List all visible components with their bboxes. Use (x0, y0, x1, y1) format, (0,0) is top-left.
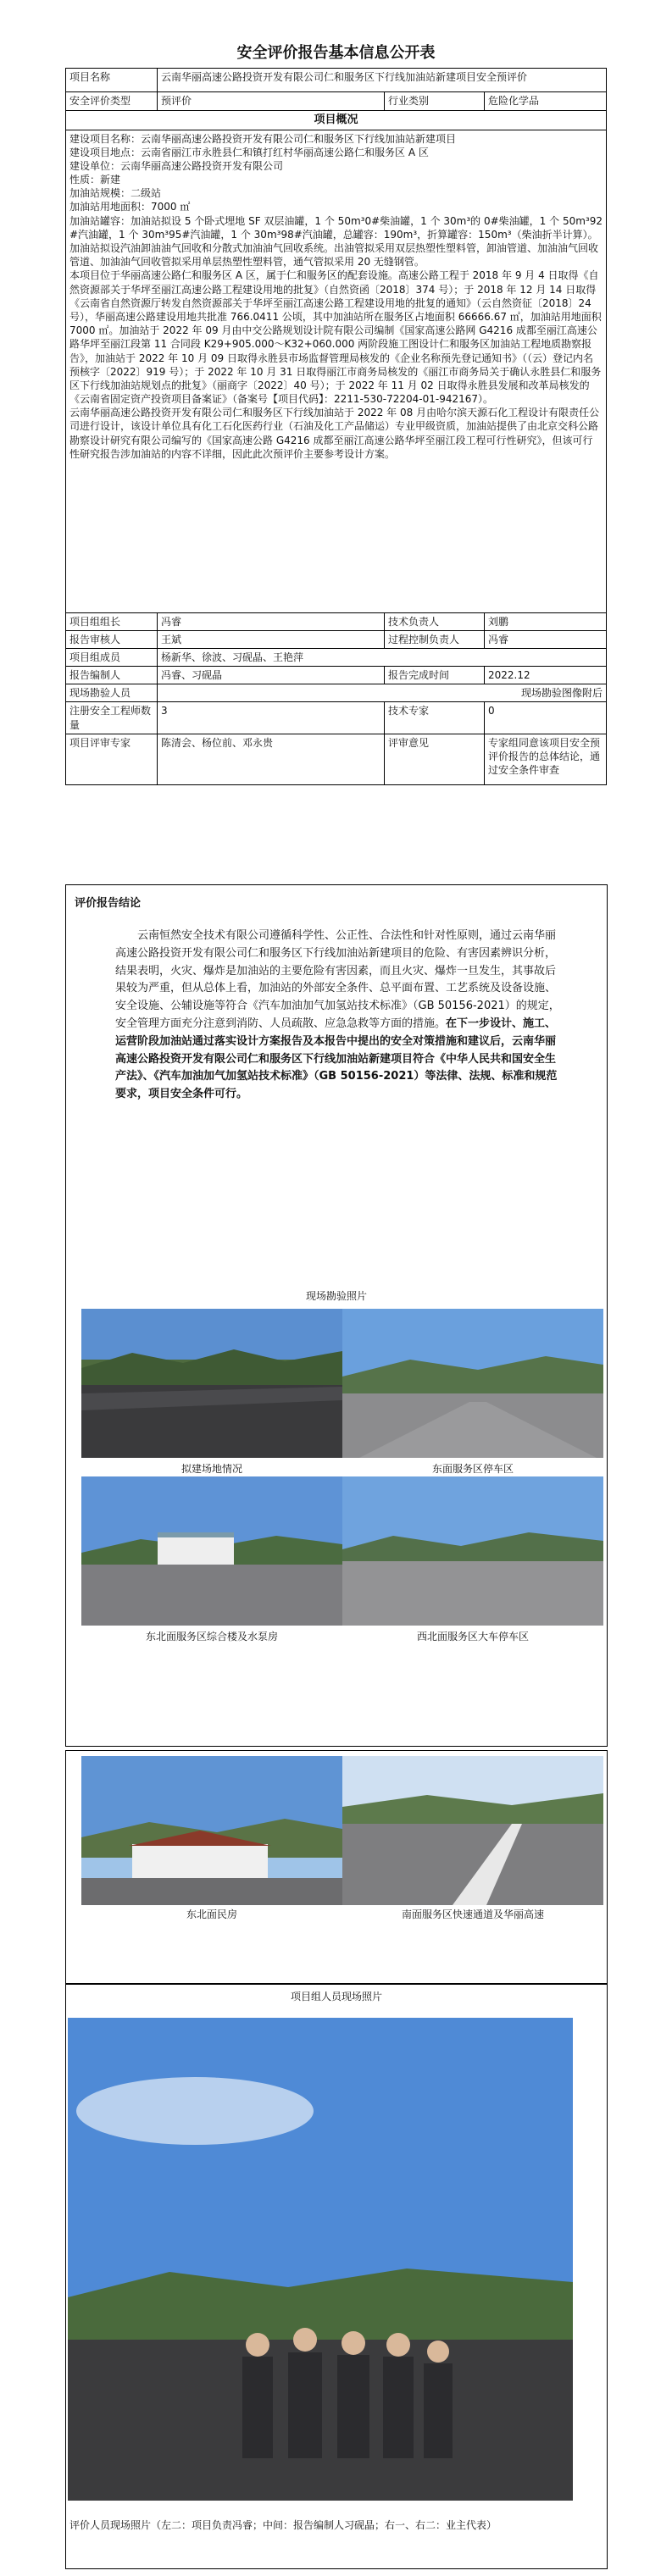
site-photo-1 (81, 1309, 342, 1458)
photo-caption-2: 东面服务区停车区 (431, 1463, 514, 1475)
overview-text: 建设项目名称：云南华丽高速公路投资开发有限公司仁和服务区下行线加油站新建项目 建设项目地点：云南省丽江市永胜县仁和镇打红村华丽高速公路仁和服务区 A 区 建设单位：云南华丽高速公路投资开发有限公司 性质：新建 加油站规模：二级站 加油站用地面积：7000 ㎡ 加油站罐容：加油站拟设 5 个卧式埋地 SF 双层油罐，1 个 50m³0#柴油罐，1 个 30m³的 0#柴油罐，1 个 50m³92#汽油罐，1 个 30m³95#汽油罐，1 个 30m³98#汽油罐，总罐容：190m³，折算罐容：150m³（柴油折半计算）。加油站拟设汽油卸油油气回收和分散式加油油气回收系统。出油管拟采用双层热塑性塑料管，卸油管道、加油油气回收管道、加油油气回收管拟采用单层热塑性塑料管，通气管拟采用 20 无缝钢管。 本项目位于华丽高速公路仁和服务区 A 区，属于仁和服务区的配套设施。高速公路工程于 2018 年 9 月 4 日取得《自然资源部关于华坪至丽江高速公路工程建设用地的批复》（自然资函〔2018〕374 号）；于 2018 年 12 月 14 日取得《云南省自然资源厅转发自然资源部关于华坪至丽江高速公路工程建设用地的批复的通知》（云自然资征〔2018〕24 号），华丽高速公路建设用地共批准 766.0411 公顷，其中加油站所在服务区占地面积 66666.67 ㎡，加油站用地面积 7000 ㎡。加油站于 2022 年 09 月由中交公路规划设计院有限公司编制《国家高速公路网 G4216 成都至丽江高速公路华坪至丽江段第 11 合同段 K29+905.000～K32+060.000 两阶段施工图设计仁和服务区加油站工程地质勘察报告》，加油站于 2022 年 10 月 09 日取得永胜县市场监督管理局核发的《企业名称预先登记通知书》（（云）登记内名预核字〔2022〕919 号）；于 2022 年 10 月 31 日取得丽江市商务局核发的《丽江市商务局关于确认永胜县仁和服务区下行线加油站规划点的批复》（丽商字〔2022〕40 号）；于 2022 年 11 月 02 日取得永胜县发展和改革局核发的《云南省固定资产投资项目备案证》（备案号【项目代码】：2211-530-72204-01-942167）。 云南华丽高速公路投资开发有限公司仁和服务区下行线加油站于 2022 年 08 月由哈尔滨天源石化工程设计有限责任公司进行设计，该设计单位具有化工石化医药行业（石油及化工产品储运）专业甲级资质，加油站提供了由北京交科公路勘察设计研究有限公司编写的《国家高速公路 G4216 成都至丽江高速公路华坪至丽江段工程可行性研究》，但该可行性研究报告涉加油站的内容不详细，因此此次预评价主要参考设计方案。 (66, 130, 607, 612)
photo-caption-5: 东北面民房 (186, 1908, 237, 1920)
project-name-label: 项目名称 (66, 69, 158, 92)
author-value: 冯睿、习砚晶 (158, 667, 385, 684)
industry-label: 行业类别 (385, 92, 485, 111)
eval-type-label: 安全评价类型 (66, 92, 158, 111)
team-photo-section (65, 1983, 608, 2569)
team-photo-title: 项目组人员现场照片 (290, 1991, 382, 2003)
photo-caption-1: 拟建场地情况 (180, 1463, 242, 1475)
site-photo-2 (342, 1309, 603, 1458)
reviewer-label: 报告审核人 (66, 630, 158, 648)
team-photo-caption: 评价人员现场照片（左二：项目负责冯睿；中间：报告编制人习砚晶；右一、右二：业主代表） (69, 2519, 497, 2531)
photo-caption-3: 东北面服务区综合楼及水泵房 (145, 1631, 278, 1643)
process-lead-label: 过程控制负责人 (385, 630, 485, 648)
leader-label: 项目组组长 (66, 612, 158, 630)
photo-section-2 (65, 1750, 608, 1985)
team-photo (68, 2018, 573, 2501)
site-photo-4 (342, 1476, 603, 1626)
conclusion-text (115, 928, 563, 1104)
process-lead-value: 冯睿 (485, 630, 607, 648)
conclusion-section (65, 884, 608, 1747)
site-photo-5 (81, 1756, 342, 1905)
completion-label: 报告完成时间 (385, 667, 485, 684)
tech-lead-label: 技术负责人 (385, 612, 485, 630)
eval-type-value: 预评价 (158, 92, 385, 111)
photo-section-title: 现场勘验照片 (305, 1290, 367, 1302)
industry-value: 危险化学品 (485, 92, 607, 111)
site-photo-6 (342, 1756, 603, 1905)
survey-staff-label: 现场勘验人员 (66, 684, 158, 702)
members-value: 杨新华、徐波、习砚晶、王艳萍 (158, 648, 607, 666)
conclusion-bold: 在下一步设计、施工、运营阶段加油站通过落实设计方案报告及本报告中提出的安全对策措施和建议后，云南华丽高速公路投资开发有限公司仁和服务区下行线加油站新建项目符合《中华人民共和国安全生产法》、《汽车加油加气加氢站技术标准》（GB 50156-2021）等法律、法规、标准和规范要求，项目安全条件可行。 (115, 1017, 558, 1101)
photo-caption-6: 南面服务区快速通道及华丽高速 (401, 1908, 544, 1920)
engineers-value: 3 (158, 702, 385, 734)
tech-lead-value: 刘鹏 (485, 612, 607, 630)
basic-info-table (65, 68, 607, 785)
review-experts-label: 项目评审专家 (66, 734, 158, 784)
experts-value: 0 (485, 702, 607, 734)
survey-image-note: 现场勘验图像附后 (158, 684, 607, 702)
review-experts-value: 陈清会、杨位前、邓永贵 (158, 734, 385, 784)
members-label: 项目组成员 (66, 648, 158, 666)
engineers-label: 注册安全工程师数量 (66, 702, 158, 734)
page-title: 安全评价报告基本信息公开表 (236, 44, 436, 62)
conclusion-heading: 评价报告结论 (75, 897, 142, 910)
leader-value: 冯睿 (158, 612, 385, 630)
site-photo-3 (81, 1476, 342, 1626)
review-opinion-label: 评审意见 (385, 734, 485, 784)
conclusion-plain: 云南恒然安全技术有限公司遵循科学性、公正性、合法性和针对性原则，通过云南华丽高速公路投资开发有限公司仁和服务区下行线加油站新建项目的危险、有害因素辨识分析，结果表明，火灾、爆炸是加油站的主要危险有害因素，而且火灾、爆炸一旦发生，其事故后果较为严重，但从总体上看，加油站的外部安全条件、总平面布置、工艺系统及设备设施、安全设施、公辅设施等符合《汽车加油加气加氢站技术标准》（GB 50156-2021）的规定，安全管理方面充分注意到消防、人员疏散、应急急救等方面的措施。 (115, 929, 560, 1030)
reviewer-value: 王斌 (158, 630, 385, 648)
photo-caption-4: 西北面服务区大车停车区 (416, 1631, 529, 1643)
completion-value: 2022.12 (485, 667, 607, 684)
overview-heading: 项目概况 (66, 111, 607, 130)
author-label: 报告编制人 (66, 667, 158, 684)
experts-label: 技术专家 (385, 702, 485, 734)
project-name-value: 云南华丽高速公路投资开发有限公司仁和服务区下行线加油站新建项目安全预评价 (158, 69, 607, 92)
review-opinion-value: 专家组同意该项目安全预评价报告的总体结论，通过安全条件审查 (485, 734, 607, 784)
